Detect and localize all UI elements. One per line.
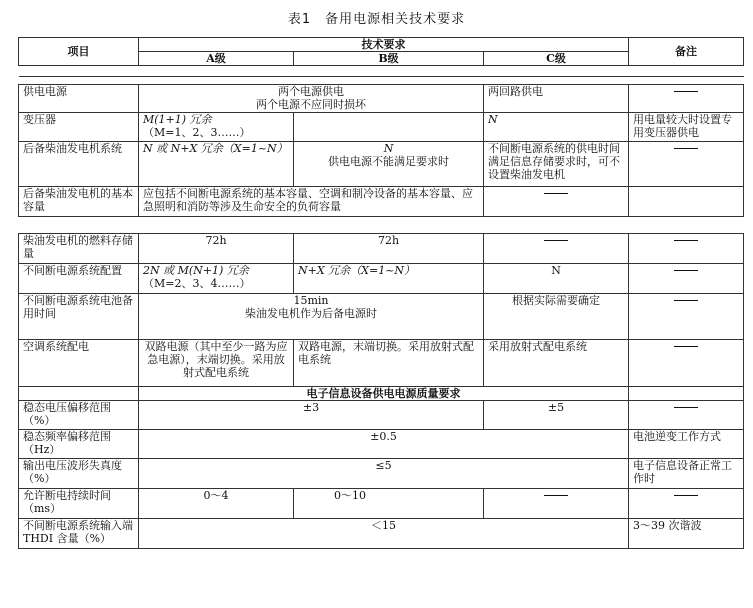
row-label: 允许断电持续时间（ms） xyxy=(19,489,139,519)
cell-b xyxy=(294,113,484,142)
cell-c xyxy=(484,187,629,217)
cell-note xyxy=(629,187,744,217)
section-title: 电子信息设备供电电源质量要求 xyxy=(139,387,629,401)
dash-mark xyxy=(674,495,698,496)
row-label: 空调系统配电 xyxy=(19,340,139,387)
header-grade-b: B级 xyxy=(294,52,484,66)
cell-note xyxy=(629,85,744,113)
cell-abc: ＜15 xyxy=(139,519,629,549)
cell-text: 2N 或 M(N+1) 冗余 xyxy=(143,264,249,277)
cell-ab: ±3 xyxy=(139,401,484,430)
cell-c xyxy=(484,234,629,264)
dash-mark xyxy=(544,193,568,194)
cell-b: 72h xyxy=(294,234,484,264)
cell-b xyxy=(294,142,484,187)
table-row xyxy=(19,459,744,489)
cell-c: 采用放射式配电系统 xyxy=(484,340,629,387)
cell-abc: ±0.5 xyxy=(139,430,629,459)
cell-ab xyxy=(139,85,484,113)
cell-text: 柴油发电机作为后备电源时 xyxy=(245,307,377,320)
row-label: 不间断电源系统电池备用时间 xyxy=(19,294,139,340)
header-grade-a: A级 xyxy=(139,52,294,66)
cell-note xyxy=(629,401,744,430)
dash-mark xyxy=(544,495,568,496)
cell-note xyxy=(629,489,744,519)
cell-note xyxy=(629,234,744,264)
table-row xyxy=(19,264,744,294)
table-row xyxy=(19,401,744,430)
cell-text: （M=2、3、4……） xyxy=(143,277,251,290)
cell-text: 两个电源供电 xyxy=(278,85,344,98)
cell-text: N xyxy=(383,142,394,155)
row-label: 不间断电源系统输入端 THDI 含量（%） xyxy=(19,519,139,549)
cell-c xyxy=(484,489,629,519)
cell-ab xyxy=(139,294,484,340)
cell-b: N+X 冗余（X=1~N） xyxy=(294,264,484,294)
row-label: 稳态电压偏移范围（%） xyxy=(19,401,139,430)
cell-c: ±5 xyxy=(484,401,629,430)
cell-note xyxy=(629,294,744,340)
row-label: 柴油发电机的燃料存储量 xyxy=(19,234,139,264)
cell-note: 用电量较大时设置专用变压器供电 xyxy=(629,113,744,142)
row-label xyxy=(19,387,139,401)
row-label: 后备柴油发电机的基本容量 xyxy=(19,187,139,217)
table-row xyxy=(19,294,744,340)
cell-text: 两个电源不应同时损坏 xyxy=(256,98,366,111)
cell-text: （M=1、2、3……） xyxy=(143,126,251,139)
cell-note xyxy=(629,264,744,294)
cell-text: 供电电源不能满足要求时 xyxy=(328,155,449,168)
header-item: 项目 xyxy=(19,38,139,66)
cell-c: 两回路供电 xyxy=(484,85,629,113)
dash-mark xyxy=(544,240,568,241)
dash-mark xyxy=(674,240,698,241)
table-row xyxy=(19,340,744,387)
cell-note xyxy=(629,340,744,387)
cell-text: M(1+1) 冗余 xyxy=(143,113,212,126)
cell-note xyxy=(629,387,744,401)
cell-a: N 或 N+X 冗余（X=1~N） xyxy=(139,142,294,187)
cell-abc: ≤5 xyxy=(139,459,629,489)
header-grade-c: C级 xyxy=(484,52,629,66)
cell-b: 0～10 xyxy=(294,489,484,519)
table-row xyxy=(19,387,744,401)
table-row xyxy=(19,113,744,142)
cell-c: 根据实际需要确定 xyxy=(484,294,629,340)
row-label: 不间断电源系统配置 xyxy=(19,264,139,294)
dash-mark xyxy=(674,91,698,92)
table-title: 表1 备用电源相关技术要求 xyxy=(287,12,466,27)
table-row xyxy=(19,85,744,113)
cell-a xyxy=(139,113,294,142)
table-row xyxy=(19,489,744,519)
cell-note: 电池逆变工作方式 xyxy=(629,430,744,459)
cell-ab: 应包括不间断电源系统的基本容量、空调和制冷设备的基本容量、应急照明和消防等涉及生命安全的负荷容量 xyxy=(139,187,484,217)
header-note: 备注 xyxy=(629,38,744,66)
table-row xyxy=(19,187,744,217)
cell-c: N xyxy=(484,264,629,294)
dash-mark xyxy=(674,300,698,301)
cell-a: 双路电源（其中至少一路为应急电源），末端切换。采用放射式配电系统 xyxy=(139,340,294,387)
cell-note xyxy=(629,142,744,187)
table-row xyxy=(19,142,744,187)
row-label: 后备柴油发电机系统 xyxy=(19,142,139,187)
header-tech: 技术要求 xyxy=(139,38,629,52)
cell-text: 15min xyxy=(293,294,329,307)
table-row xyxy=(19,234,744,264)
dash-mark xyxy=(674,270,698,271)
tech-requirements-table xyxy=(18,37,744,549)
cell-note: 电子信息设备正常工作时 xyxy=(629,459,744,489)
cell-a xyxy=(139,264,294,294)
cell-a: 72h xyxy=(139,234,294,264)
table-row xyxy=(19,519,744,549)
cell-a: 0～4 xyxy=(139,489,294,519)
cell-b: 双路电源，末端切换。采用放射式配电系统 xyxy=(294,340,484,387)
dash-mark xyxy=(674,148,698,149)
row-label: 供电电源 xyxy=(19,85,139,113)
cell-c: N xyxy=(484,113,629,142)
row-label: 稳态频率偏移范围（Hz） xyxy=(19,430,139,459)
table-row xyxy=(19,430,744,459)
cell-c: 不间断电源系统的供电时间满足信息存储要求时，可不设置柴油发电机 xyxy=(484,142,629,187)
dash-mark xyxy=(674,407,698,408)
dash-mark xyxy=(674,346,698,347)
row-label: 输出电压波形失真度（%） xyxy=(19,459,139,489)
cell-note: 3～39 次谐波 xyxy=(629,519,744,549)
row-label: 变压器 xyxy=(19,113,139,142)
